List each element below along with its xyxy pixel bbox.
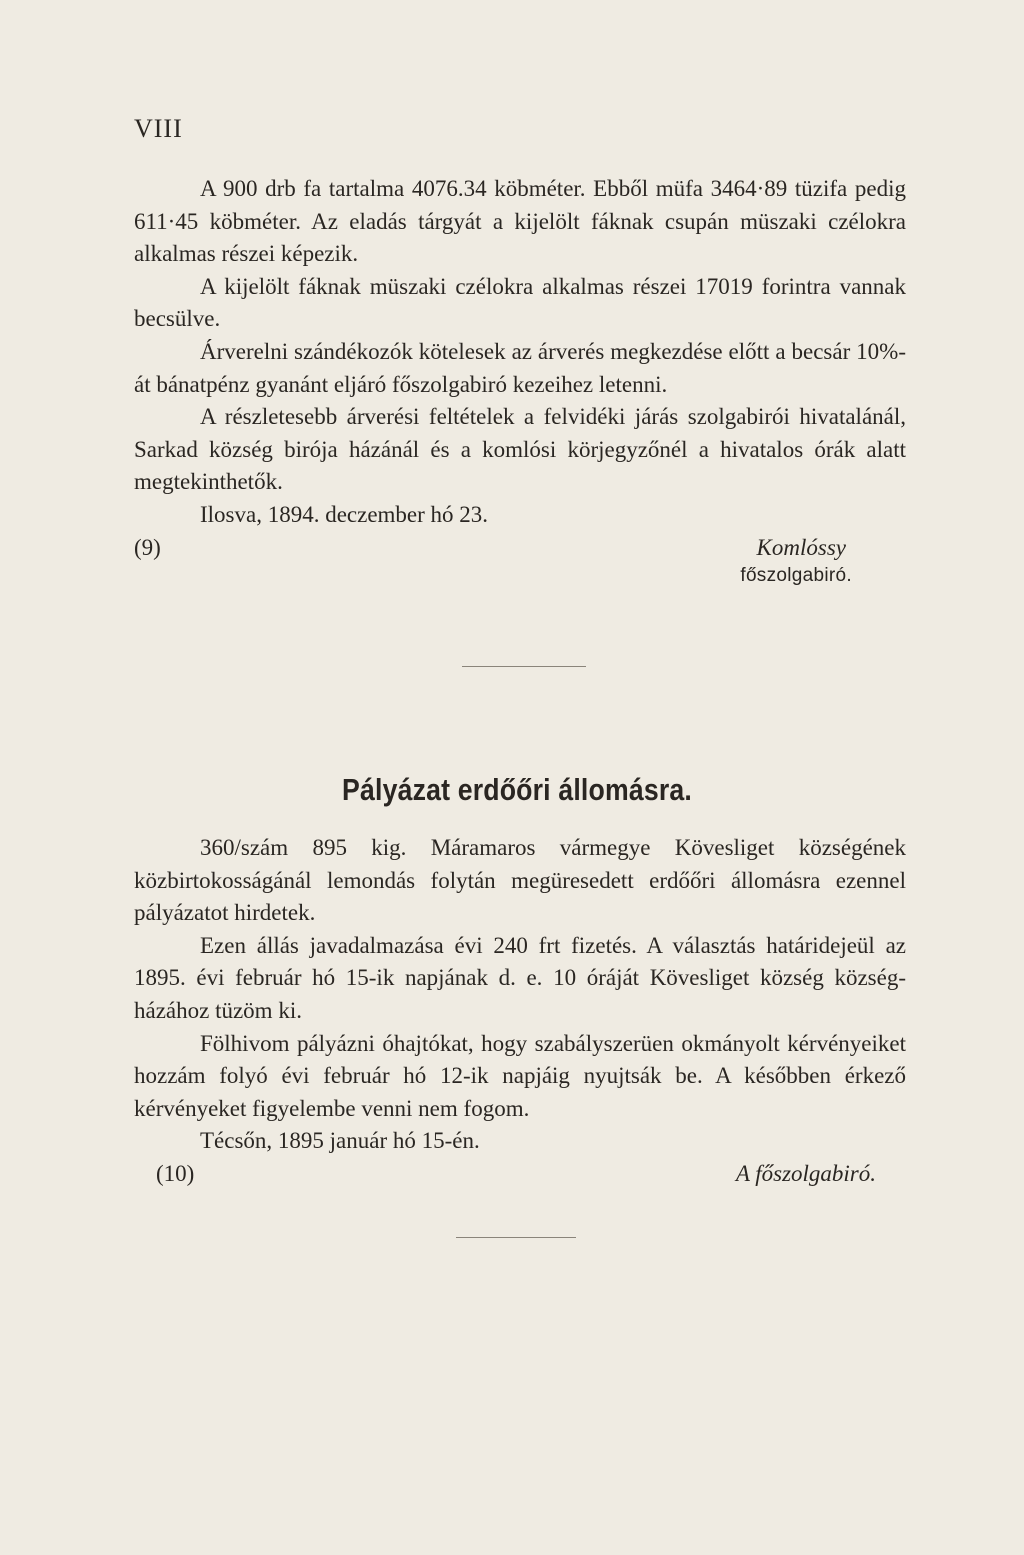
signature-block — [134, 532, 906, 586]
section-heading: Pályázat erdőőri állomásra. — [342, 772, 692, 807]
divider — [456, 1237, 576, 1238]
signature-title: főszolgabiró. — [740, 564, 852, 586]
signature-block — [156, 1158, 906, 1190]
paragraph: Técsőn, 1895 január hó 15-én. — [200, 1128, 480, 1154]
paragraph: Árverelni szándékozók kötelesek az árverés megkezdése előtt a becsár 10%-át bánatpénz gyanánt eljáró főszolgabiró kezeihez letenni. — [134, 338, 906, 397]
notice-auction — [134, 173, 906, 586]
paragraph: Ilosva, 1894. deczember hó 23. — [200, 501, 489, 527]
paragraph: A 900 drb fa tartalma 4076.34 köbméter. Ebből müfa 3464·89 tüzifa pedig 611·45 köbméter. Az eladás tárgyát a kijelölt fáknak csupán müszaki czélokra alkalmas részei képezik. — [134, 176, 906, 267]
signature-name: A főszolgabiró. — [735, 1160, 876, 1186]
paragraph: Fölhivom pályázni óhajtókat, hogy szabályszerüen okmányolt kérvényeiket hozzám folyó évi február hó 12-ik napjáig nyujtsák be. A későbben érkező kérvényeket figyelembe venni nem fogom. — [134, 1030, 906, 1121]
signature-name: Komlóssy — [756, 534, 846, 560]
notice-number: (9) — [134, 534, 161, 560]
page-number: VIII — [134, 114, 183, 143]
notice-number: (10) — [156, 1160, 195, 1186]
paragraph: Ezen állás javadalmazása évi 240 frt fizetés. A választás határidejeül az 1895. évi február hó 15-ik napjának d. e. 10 óráját Kövesliget község község-házához tüzöm ki. — [134, 932, 906, 1023]
divider — [462, 666, 586, 667]
paragraph: 360/szám 895 kig. Máramaros vármegye Kövesliget községének közbirtokosságánál lemondás folytán megüresedett erdőőri állomásra ezennel pályázatot hirdetek. — [134, 835, 906, 926]
paragraph: A kijelölt fáknak müszaki czélokra alkalmas részei 17019 forintra vannak becsülve. — [134, 273, 906, 332]
notice-vacancy — [134, 832, 906, 1190]
paragraph: A részletesebb árverési feltételek a felvidéki járás szolgabirói hivatalánál, Sarkad község birója házánál és a komlósi körjegyzőnél a hivatalos órák alatt megtekinthetők. — [134, 404, 906, 495]
